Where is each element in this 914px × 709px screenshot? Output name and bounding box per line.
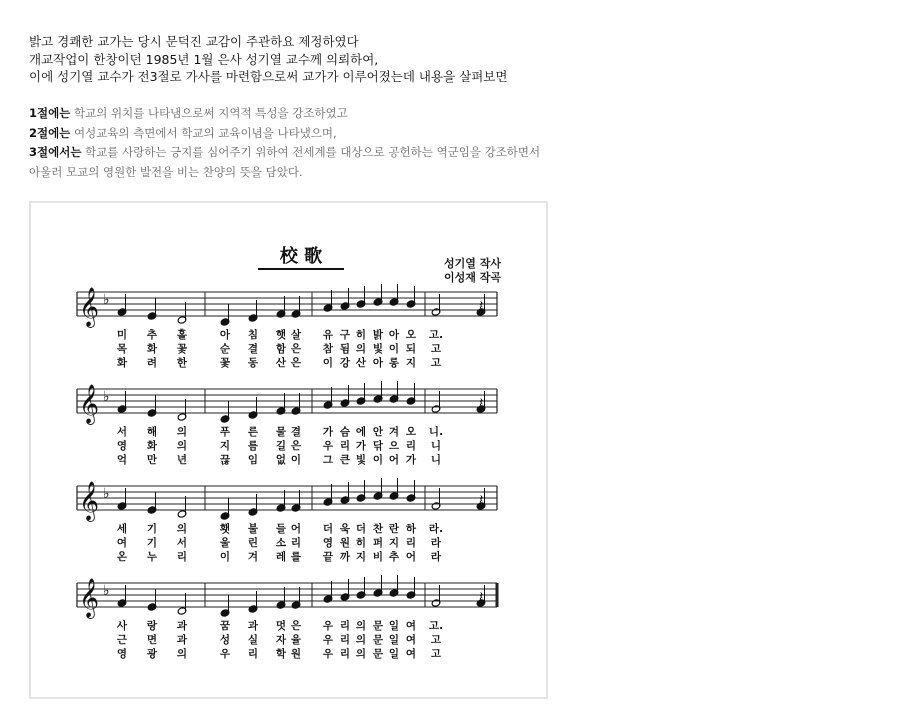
lyric-syllable: 빛 (372, 343, 384, 355)
lyric-syllable: 문 (372, 620, 384, 632)
verse-3-continued: 아울러 모교의 영원한 발전을 비는 찬양의 뜻을 담았다. (29, 164, 303, 179)
lyric-syllable: 리 (176, 551, 188, 563)
lyric-syllable: 름 (247, 440, 259, 452)
lyric-syllable: 영 (322, 537, 334, 549)
lyric-syllable: 고 (430, 648, 442, 660)
lyric-syllable: 퍼 (372, 537, 384, 549)
lyric-syllable: 어 (290, 523, 302, 535)
lyric-syllable: 으 (388, 440, 400, 452)
lyric-syllable: 찬 (372, 523, 384, 535)
lyrics-line (117, 328, 443, 341)
intro-paragraph (29, 33, 789, 86)
lyric-syllable: 없 (275, 454, 287, 466)
lyric-syllable: 이 (322, 357, 334, 369)
lyric-syllable: 유 (322, 329, 334, 341)
lyric-syllable: 자 (275, 634, 287, 646)
lyric-syllable: 여 (405, 648, 417, 660)
treble-clef-icon: 𝄞 (79, 481, 100, 521)
lyric-syllable: 기 (146, 537, 158, 549)
lyric-syllable: 온 (116, 551, 128, 563)
lyric-syllable: 큰 (339, 454, 351, 466)
verse-3-text: 학교를 사랑하는 긍지를 심어주기 위하여 전세계를 대상으로 공헌하는 역군임을 강조하면서 (81, 145, 541, 159)
score-title: 校 歌 (279, 246, 323, 267)
lyric-syllable: 니 (430, 454, 442, 466)
verse-1-label: 1절에는 (29, 106, 71, 120)
lyric-syllable: 닦 (372, 440, 384, 452)
lyrics-line (117, 425, 443, 438)
lyrics-line (117, 453, 441, 466)
lyric-syllable: 아 (388, 329, 400, 341)
lyric-syllable: 우 (322, 648, 334, 660)
lyric-syllable: 우 (219, 648, 231, 660)
lyric-syllable: 이 (219, 551, 231, 563)
lyric-syllable: 히 (355, 537, 367, 549)
lyric-syllable: 꽃 (176, 343, 188, 355)
lyric-syllable: 의 (355, 620, 367, 632)
lyric-syllable: 빛 (355, 454, 367, 466)
lyric-syllable: 어 (388, 454, 400, 466)
verse-3-label: 3절에서는 (29, 145, 82, 159)
lyric-syllable: 리 (339, 620, 351, 632)
lyric-syllable: 화 (146, 440, 158, 452)
quarter-rest-icon: 𝄽 (479, 589, 484, 605)
lyric-syllable: 미 (116, 329, 128, 341)
lyric-syllable: 문 (372, 648, 384, 660)
lyric-syllable: 율 (290, 634, 302, 646)
lyric-syllable: 은 (290, 440, 302, 452)
lyric-syllable: 실 (247, 634, 259, 646)
lyric-syllable: 일 (388, 620, 400, 632)
lyric-syllable: 원 (339, 537, 351, 549)
lyric-syllable: 은 (290, 357, 302, 369)
lyric-syllable: 그 (322, 454, 334, 466)
lyric-syllable: 추 (388, 551, 400, 563)
lyric-syllable: 과 (176, 634, 188, 646)
lyric-syllable: 서 (176, 537, 188, 549)
lyric-syllable: 들 (275, 523, 287, 535)
lyric-syllable: 의 (176, 440, 188, 452)
lyric-syllable: 해 (146, 426, 158, 438)
lyric-syllable: 임 (247, 454, 259, 466)
lyric-syllable: 리 (339, 648, 351, 660)
verse-3 (29, 143, 789, 163)
lyric-syllable: 길 (275, 440, 287, 452)
lyric-syllable: 강 (339, 357, 351, 369)
lyric-syllable: 우 (322, 440, 334, 452)
lyric-syllable: 근 (116, 634, 128, 646)
lyric-syllable: 서 (116, 426, 128, 438)
lyric-syllable: 이 (290, 454, 302, 466)
verse-1 (29, 104, 789, 124)
lyric-syllable: 소 (275, 537, 287, 549)
lyric-syllable: 꽃 (219, 357, 231, 369)
lyric-syllable: 지 (405, 357, 417, 369)
lyric-syllable: 동 (247, 357, 259, 369)
lyric-syllable: 의 (355, 648, 367, 660)
lyric-syllable: 만 (146, 454, 158, 466)
lyric-syllable: 영 (116, 648, 128, 660)
intro-line-3: 이에 성기열 교수가 전3절로 가사를 마련함으로써 교가가 이루어졌는데 내용을 살펴보면 (29, 69, 508, 84)
lyric-syllable: 산 (275, 357, 287, 369)
lyric-syllable: 되 (405, 343, 417, 355)
lyric-syllable: 라 (430, 537, 442, 549)
lyric-syllable: 우 (322, 634, 334, 646)
lyric-syllable: 욱 (339, 523, 351, 535)
lyric-syllable: 가 (322, 426, 334, 438)
lyric-syllable: 히 (355, 329, 367, 341)
flat-sign-icon: ♭ (103, 486, 110, 502)
quarter-rest-icon: 𝄽 (479, 298, 484, 314)
lyric-syllable: 하 (405, 523, 417, 535)
verse-summary (29, 104, 789, 182)
lyric-syllable: 한 (176, 357, 188, 369)
lyrics-line (116, 342, 442, 355)
lyric-syllable: 오 (405, 329, 417, 341)
lyric-syllable: 라. (428, 523, 444, 535)
lyrics-line (117, 647, 442, 660)
staff-system (77, 478, 497, 563)
lyric-syllable: 광 (146, 648, 158, 660)
lyric-syllable: 리 (339, 634, 351, 646)
lyric-syllable: 려 (146, 357, 158, 369)
lyric-syllable: 지 (388, 537, 400, 549)
lyric-syllable: 문 (372, 634, 384, 646)
lyric-syllable: 영 (116, 440, 128, 452)
lyric-syllable: 를 (290, 551, 302, 563)
composer-credit: 이성재 작곡 (444, 271, 501, 284)
lyric-syllable: 됨 (339, 343, 351, 355)
lyric-syllable: 횃 (219, 523, 231, 535)
lyric-syllable: 일 (388, 648, 400, 660)
lyric-syllable: 아 (219, 329, 231, 341)
lyric-syllable: 햇 (275, 329, 287, 341)
lyric-syllable: 침 (247, 329, 259, 341)
lyric-syllable: 이 (372, 454, 384, 466)
verse-2 (29, 124, 789, 144)
lyric-syllable: 리 (247, 648, 259, 660)
lyric-syllable: 멋 (275, 620, 287, 632)
lyric-syllable: 니. (428, 426, 444, 438)
lyric-syllable: 고. (428, 620, 444, 632)
lyric-syllable: 이 (388, 343, 400, 355)
lyric-syllable: 의 (355, 634, 367, 646)
lyric-syllable: 랑 (146, 620, 158, 632)
lyric-syllable: 목 (116, 343, 128, 355)
lyric-syllable: 산 (355, 357, 367, 369)
lyric-syllable: 성 (219, 634, 231, 646)
lyric-syllable: 어 (405, 551, 417, 563)
lyric-syllable: 의 (176, 426, 188, 438)
lyrics-line (117, 536, 442, 549)
lyric-syllable: 슴 (339, 426, 351, 438)
lyric-syllable: 의 (176, 648, 188, 660)
lyric-syllable: 아 (372, 357, 384, 369)
flat-sign-icon: ♭ (103, 292, 110, 308)
quarter-rest-icon: 𝄽 (479, 395, 484, 411)
flat-sign-icon: ♭ (103, 583, 110, 599)
lyric-syllable: 여 (405, 634, 417, 646)
lyric-syllable: 순 (219, 343, 231, 355)
lyric-syllable: 홀 (176, 329, 188, 341)
lyric-syllable: 린 (247, 537, 259, 549)
school-song-score (29, 201, 548, 699)
verse-1-text: 학교의 위치를 나타냄으로써 지역적 특성을 강조하였고 (70, 106, 348, 120)
lyric-syllable: 지 (219, 440, 231, 452)
lyric-syllable: 비 (372, 551, 384, 563)
lyric-syllable: 까 (339, 551, 351, 563)
lyric-syllable: 라 (430, 551, 442, 563)
lyric-syllable: 기 (146, 523, 158, 535)
lyric-syllable: 롱 (388, 357, 400, 369)
lyric-syllable: 은 (290, 620, 302, 632)
intro-line-1: 밝고 경쾌한 교가는 당시 문덕진 교감이 주관하요 제정하였다 (29, 34, 359, 49)
lyric-syllable: 여 (116, 537, 128, 549)
lyric-syllable: 사 (116, 620, 128, 632)
lyric-syllable: 살 (290, 329, 302, 341)
staff-system (77, 575, 497, 660)
lyric-syllable: 더 (322, 523, 334, 535)
lyric-syllable: 의 (176, 523, 188, 535)
lyrics-line (117, 522, 443, 535)
lyric-syllable: 리 (290, 537, 302, 549)
lyrics-line (117, 356, 442, 369)
lyric-syllable: 지 (355, 551, 367, 563)
lyric-syllable: 른 (247, 426, 259, 438)
lyric-syllable: 참 (322, 343, 334, 355)
lyric-syllable: 원 (290, 648, 302, 660)
lyric-syllable: 고. (428, 329, 444, 341)
lyric-syllable: 리 (405, 440, 417, 452)
lyrics-line (116, 550, 442, 563)
lyric-syllable: 겨 (388, 426, 400, 438)
flat-sign-icon: ♭ (103, 389, 110, 405)
lyricist-credit: 성기열 작사 (444, 257, 501, 270)
lyric-syllable: 구 (339, 329, 351, 341)
intro-line-2: 개교작업이 한창이던 1985년 1월 은사 성기열 교수께 의뢰하여, (29, 51, 379, 67)
lyric-syllable: 리 (339, 440, 351, 452)
lyric-syllable: 고 (430, 343, 442, 355)
lyric-syllable: 여 (405, 620, 417, 632)
treble-clef-icon: 𝄞 (79, 384, 100, 424)
lyric-syllable: 결 (247, 343, 259, 355)
staff-system (77, 381, 497, 466)
lyrics-line (116, 633, 442, 646)
lyric-syllable: 학 (275, 648, 287, 660)
verse-2-label: 2절에는 (29, 125, 71, 140)
lyric-syllable: 물 (275, 426, 287, 438)
lyric-syllable: 면 (146, 634, 158, 646)
lyric-syllable: 꿈 (219, 620, 231, 632)
lyric-syllable: 함 (275, 343, 287, 355)
treble-clef-icon: 𝄞 (79, 578, 100, 618)
lyric-syllable: 레 (275, 551, 287, 563)
lyric-syllable: 안 (372, 426, 384, 438)
lyric-syllable: 일 (388, 634, 400, 646)
lyric-syllable: 끝 (322, 551, 334, 563)
lyric-syllable: 고 (430, 634, 442, 646)
lyric-syllable: 과 (247, 620, 259, 632)
lyric-syllable: 누 (146, 551, 158, 563)
lyric-syllable: 불 (247, 523, 259, 535)
lyric-syllable: 화 (146, 343, 158, 355)
lyric-syllable: 푸 (219, 426, 231, 438)
lyric-syllable: 에 (355, 426, 367, 438)
verse-2-text: 여성교육의 측면에서 학교의 교육이념을 나타냈으며, (70, 125, 337, 140)
lyric-syllable: 더 (355, 523, 367, 535)
lyric-syllable: 리 (405, 537, 417, 549)
lyric-syllable: 밝 (372, 329, 384, 341)
lyric-syllable: 고 (430, 357, 442, 369)
lyric-syllable: 란 (388, 523, 400, 535)
treble-clef-icon: 𝄞 (79, 287, 100, 327)
lyric-syllable: 가 (405, 454, 417, 466)
staff-system (77, 284, 497, 369)
lyric-syllable: 과 (176, 620, 188, 632)
lyric-syllable: 의 (355, 343, 367, 355)
lyrics-line (117, 439, 441, 452)
lyric-syllable: 가 (355, 440, 367, 452)
lyric-syllable: 은 (290, 343, 302, 355)
lyric-syllable: 결 (290, 426, 302, 438)
lyrics-line (116, 619, 443, 632)
lyric-syllable: 화 (116, 357, 128, 369)
lyric-syllable: 니 (430, 440, 442, 452)
lyric-syllable: 울 (219, 537, 231, 549)
lyric-syllable: 추 (146, 329, 158, 341)
lyric-syllable: 억 (116, 454, 128, 466)
sheet-music (31, 203, 546, 697)
lyric-syllable: 겨 (247, 551, 259, 563)
lyric-syllable: 세 (116, 523, 128, 535)
quarter-rest-icon: 𝄽 (479, 492, 484, 508)
lyric-syllable: 끊 (219, 454, 231, 466)
lyric-syllable: 오 (405, 426, 417, 438)
lyric-syllable: 년 (176, 454, 188, 466)
lyric-syllable: 우 (322, 620, 334, 632)
